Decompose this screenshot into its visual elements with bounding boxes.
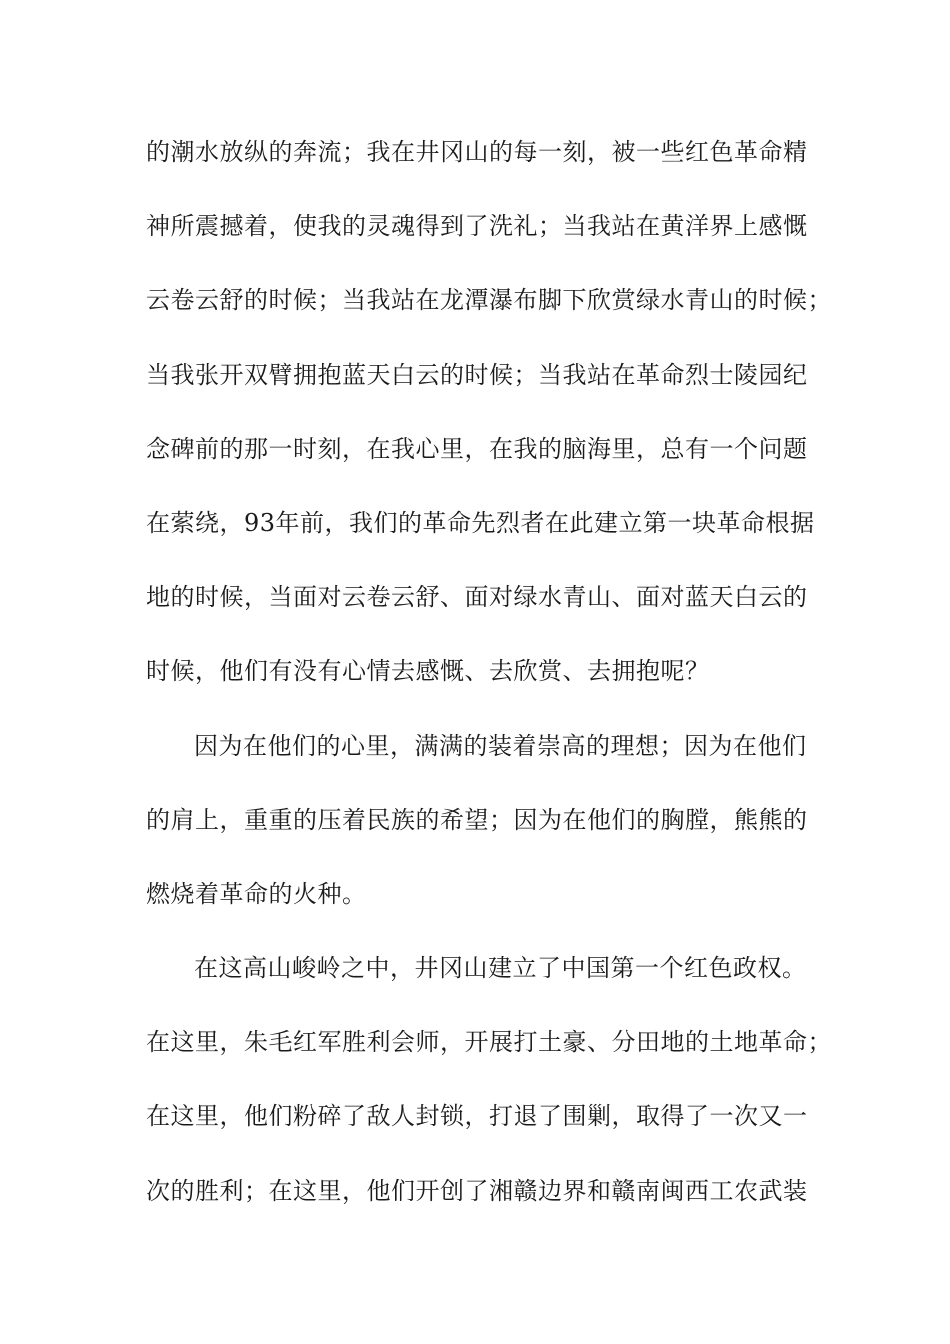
text-line: 时候，他们有没有心情去感慨、去欣赏、去拥抱呢？	[146, 657, 710, 686]
paragraph-start-line: 在这高山峻岭之中，井冈山建立了中国第一个红色政权。	[194, 954, 807, 983]
text-line: 念碑前的那一时刻，在我心里，在我的脑海里，总有一个问题	[146, 434, 808, 463]
text-line: 云卷云舒的时候；当我站在龙潭瀑布脚下欣赏绿水青山的时候；	[146, 286, 832, 315]
text-line: 在这里，他们粉碎了敌人封锁，打退了围剿，取得了一次又一	[146, 1102, 808, 1131]
text-line: 当我张开双臂拥抱蓝天白云的时候；当我站在革命烈士陵园纪	[146, 360, 808, 389]
text-line: 在这里，朱毛红军胜利会师，开展打土豪、分田地的土地革命；	[146, 1028, 832, 1057]
paragraph-start-line: 因为在他们的心里，满满的装着崇高的理想；因为在他们	[194, 731, 807, 760]
text-line: 燃烧着革命的火种。	[146, 879, 367, 908]
text-line: 在萦绕，93年前，我们的革命先烈者在此建立第一块革命根据	[146, 508, 815, 537]
text-line: 的潮水放纵的奔流；我在井冈山的每一刻，被一些红色革命精	[146, 138, 808, 166]
text-line: 次的胜利；在这里，他们开创了湘赣边界和赣南闽西工农武装	[146, 1176, 808, 1205]
text-line: 神所震撼着，使我的灵魂得到了洗礼；当我站在黄洋界上感慨	[146, 212, 808, 241]
text-line: 的肩上，重重的压着民族的希望；因为在他们的胸膛，熊熊的	[146, 805, 808, 834]
body-text	[146, 128, 832, 1241]
text-line: 地的时候，当面对云卷云舒、面对绿水青山、面对蓝天白云的	[146, 583, 808, 612]
